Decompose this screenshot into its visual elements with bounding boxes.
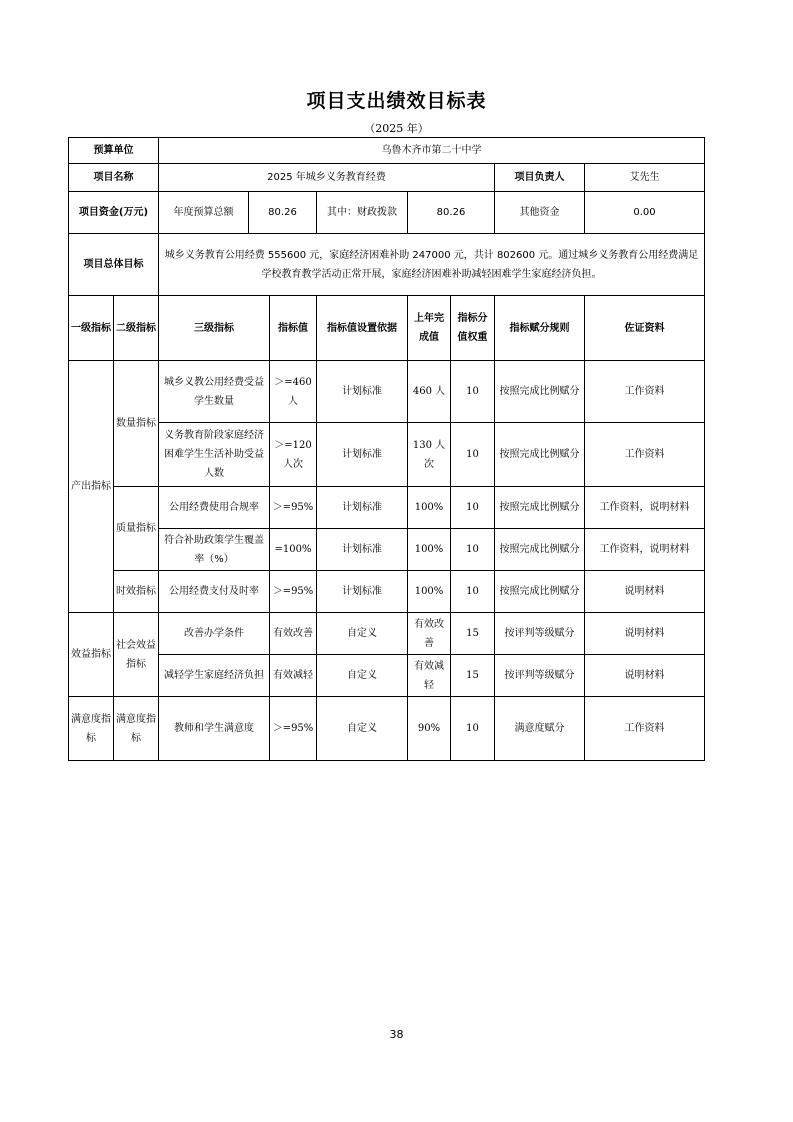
row-weight: 10: [451, 361, 495, 423]
row-weight: 10: [451, 697, 495, 761]
row-evidence: 工作资料: [585, 423, 705, 487]
l2-timeliness: 时效指标: [114, 571, 159, 613]
goal-text: 城乡义务教育公用经费 555600 元，家庭经济困难补助 247000 元，共计 802600 元。通过城乡义务教育公用经费满足学校教育教学活动正常开展，家庭经济困难补助减轻困难学生家庭经济负担。: [159, 234, 705, 296]
header-rule: 指标赋分规则: [495, 296, 585, 361]
row-basis: 自定义: [317, 697, 408, 761]
goal-row: [69, 234, 705, 296]
name-label: 项目名称: [69, 164, 159, 192]
row-weight: 10: [451, 487, 495, 529]
header-weight: 指标分值权重: [451, 296, 495, 361]
funds-label: 项目资金(万元): [69, 192, 159, 234]
l1-satisfaction: 满意度指标: [69, 697, 114, 761]
unit-row: [69, 138, 705, 164]
row-basis: 计划标准: [317, 529, 408, 571]
row-rule: 按照完成比例赋分: [495, 423, 585, 487]
header-last: 上年完成值: [408, 296, 451, 361]
row-last: 有效减轻: [408, 655, 451, 697]
other-value: 0.00: [585, 192, 705, 234]
table-row: [69, 361, 705, 423]
row-value: =100%: [270, 529, 317, 571]
header-row: [69, 296, 705, 361]
l1-output: 产出指标: [69, 361, 114, 613]
row-rule: 按照完成比例赋分: [495, 529, 585, 571]
row-basis: 计划标准: [317, 487, 408, 529]
row-l3: 公用经费使用合规率: [159, 487, 270, 529]
table-row: [69, 571, 705, 613]
row-value: ＞=460人: [270, 361, 317, 423]
row-l3: 改善办学条件: [159, 613, 270, 655]
row-evidence: 工作资料，说明材料: [585, 529, 705, 571]
row-l3: 教师和学生满意度: [159, 697, 270, 761]
row-last: 有效改善: [408, 613, 451, 655]
header-l3: 三级指标: [159, 296, 270, 361]
row-weight: 15: [451, 655, 495, 697]
row-weight: 10: [451, 529, 495, 571]
l2-satisfaction: 满意度指标: [114, 697, 159, 761]
row-l3: 城乡义教公用经费受益学生数量: [159, 361, 270, 423]
row-last: 100%: [408, 487, 451, 529]
row-value: ＞=95%: [270, 571, 317, 613]
row-rule: 按评判等级赋分: [495, 655, 585, 697]
row-last: 100%: [408, 571, 451, 613]
annual-label: 年度预算总额: [159, 192, 249, 234]
header-basis: 指标值设置依据: [317, 296, 408, 361]
row-basis: 自定义: [317, 613, 408, 655]
row-evidence: 说明材料: [585, 571, 705, 613]
table-row: [69, 423, 705, 487]
unit-label: 预算单位: [69, 138, 159, 164]
row-rule: 按照完成比例赋分: [495, 487, 585, 529]
row-basis: 计划标准: [317, 361, 408, 423]
other-label: 其他资金: [495, 192, 585, 234]
unit-value: 乌鲁木齐市第二十中学: [159, 138, 705, 164]
header-l1: 一级指标: [69, 296, 114, 361]
fiscal-value: 80.26: [408, 192, 495, 234]
performance-table: [68, 137, 705, 761]
project-name-row: [69, 164, 705, 192]
row-evidence: 工作资料: [585, 697, 705, 761]
row-last: 130 人次: [408, 423, 451, 487]
table-row: [69, 613, 705, 655]
row-l3: 公用经费支付及时率: [159, 571, 270, 613]
fiscal-label: 其中：财政拨款: [317, 192, 408, 234]
table-row: [69, 529, 705, 571]
row-value: 有效改善: [270, 613, 317, 655]
row-value: ＞=95%: [270, 487, 317, 529]
page-title: 项目支出绩效目标表: [306, 90, 487, 112]
row-last: 100%: [408, 529, 451, 571]
row-evidence: 工作资料，说明材料: [585, 487, 705, 529]
table-row: [69, 697, 705, 761]
row-l3: 减轻学生家庭经济负担: [159, 655, 270, 697]
row-l3: 符合补助政策学生覆盖率（%）: [159, 529, 270, 571]
row-basis: 计划标准: [317, 423, 408, 487]
header-value: 指标值: [270, 296, 317, 361]
l2-quality: 质量指标: [114, 487, 159, 571]
row-evidence: 说明材料: [585, 655, 705, 697]
funds-row: [69, 192, 705, 234]
header-evidence: 佐证资料: [585, 296, 705, 361]
goal-label: 项目总体目标: [69, 234, 159, 296]
l1-benefit: 效益指标: [69, 613, 114, 697]
row-value: 有效减轻: [270, 655, 317, 697]
row-weight: 10: [451, 571, 495, 613]
row-rule: 满意度赋分: [495, 697, 585, 761]
row-value: ＞=120人次: [270, 423, 317, 487]
row-rule: 按照完成比例赋分: [495, 571, 585, 613]
row-rule: 按照完成比例赋分: [495, 361, 585, 423]
page-number: 38: [389, 1028, 404, 1041]
l2-social: 社会效益指标: [114, 613, 159, 697]
year-label: （2025 年）: [364, 122, 429, 135]
table-row: [69, 655, 705, 697]
owner-value: 艾先生: [585, 164, 705, 192]
header-l2: 二级指标: [114, 296, 159, 361]
annual-value: 80.26: [249, 192, 317, 234]
row-weight: 10: [451, 423, 495, 487]
l2-quantity: 数量指标: [114, 361, 159, 487]
row-rule: 按评判等级赋分: [495, 613, 585, 655]
row-weight: 15: [451, 613, 495, 655]
row-evidence: 说明材料: [585, 613, 705, 655]
row-l3: 义务教育阶段家庭经济困难学生生活补助受益人数: [159, 423, 270, 487]
row-basis: 自定义: [317, 655, 408, 697]
row-basis: 计划标准: [317, 571, 408, 613]
name-value: 2025 年城乡义务教育经费: [159, 164, 495, 192]
table-row: [69, 487, 705, 529]
row-value: ＞=95%: [270, 697, 317, 761]
row-last: 460 人: [408, 361, 451, 423]
owner-label: 项目负责人: [495, 164, 585, 192]
row-last: 90%: [408, 697, 451, 761]
row-evidence: 工作资料: [585, 361, 705, 423]
